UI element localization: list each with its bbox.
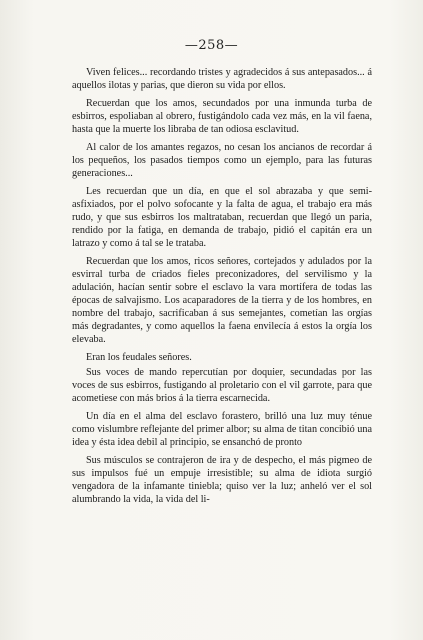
- paragraph: Al calor de los amantes regazos, no cesan los ancianos de recordar á los pequeños, los pasados tiempos como un ejemplo, para las futuras generaciones...: [72, 142, 372, 179]
- page-body: [72, 66, 372, 511]
- paragraph: Viven felices... recordando tristes y agradecidos á sus antepasados... á aquellos ilotas y parias, que dieron su vida por ellos.: [72, 67, 372, 91]
- page-number: —258—: [184, 38, 239, 53]
- paragraph: Eran los feudales señores.: [86, 352, 192, 363]
- paragraph: Recuerdan que los amos, secundados por una inmunda turba de esbirros, espoliaban al obrero, fustigándolo cada vez más, en la vil faena, hasta que la muerte los libraba de tan odiosa esclavitud.: [72, 98, 372, 135]
- paragraph: Les recuerdan que un día, en que el sol abrazaba y que semi-asfixiados, por el polvo sofocante y la falta de agua, el trabajo era más rudo, y que sus esbirros los maltrataban, recuerdan que llegó un paria, rendido por la fatiga, en demanda de trabajo, pidió el capitán era un latrazo y como á tal se le trataba.: [72, 186, 372, 249]
- paragraph: Recuerdan que los amos, ricos señores, cortejados y adulados por la esvirral turba de criados fieles preconizadores, del servilismo y la adulación, hacían sentir sobre el esclavo la vara mortífera de todas las épocas de salvajismo. Los acaparadores de la tierra y de los hombres, en nombre del trabajo, sacrificaban á sus semejantes, cometían las orgías más degradantes, y como aquellos la faena envilecía á estos la orgía los elevaba.: [72, 256, 372, 345]
- paragraph: Sus músculos se contrajeron de ira y de despecho, el más pigmeo de sus impulsos fué un empuje irresistible; su alma de idiota surgió vengadora de la infamante tiniebla; quiso ver la luz; anheló ver el sol alumbrando la vida, la vida del li-: [72, 455, 372, 505]
- paragraph: Sus voces de mando repercutían por doquier, secundadas por las voces de sus esbirros, fustigando al proletario con el vil garrote, para que acometiese con más brios á la tierra escarnecida.: [72, 367, 372, 404]
- paragraph: Un día en el alma del esclavo forastero, brilló una luz muy ténue como vislumbre reflejante del primer albor; su alma de titan concibió una idea y ésta idea debil al principio, se ensanchó de pronto: [72, 411, 372, 448]
